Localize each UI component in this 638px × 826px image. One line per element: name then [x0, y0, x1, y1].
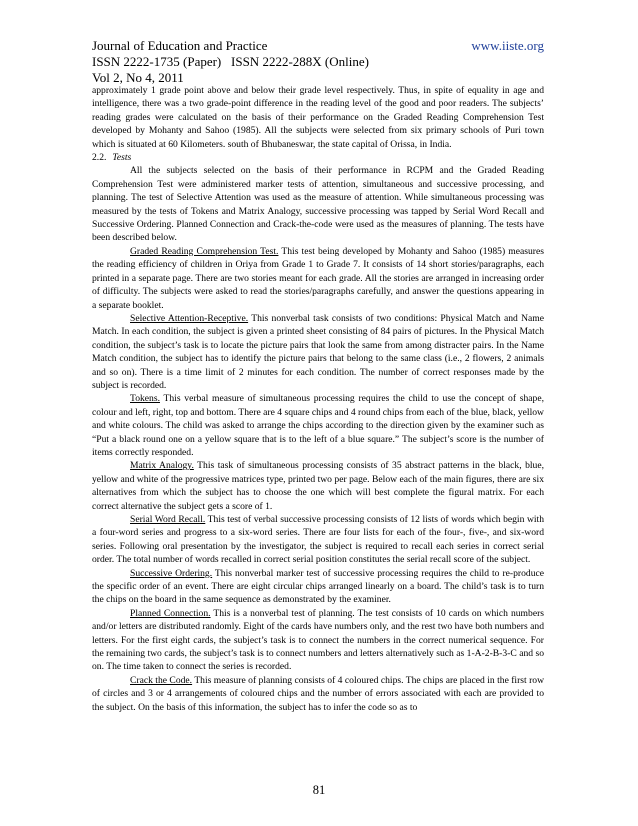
- journal-title: Journal of Education and Practice: [92, 38, 268, 53]
- test-name: Crack the Code.: [130, 674, 193, 686]
- test-name: Selective Attention-Receptive.: [130, 312, 249, 324]
- test-paragraph-selective-attention: [92, 312, 544, 392]
- test-description: This test being developed by Mohanty and Sahoo (1985) measures the reading efficiency of children in Oriya from Grade 1 to Grade 7. It consists of 14 short stories/paragraphs, each printed in a separate page. There are two stories meant for each grade. All the stories are arranged in increasing order of difficulty. The subjects were asked to read the stories/paragraphs carefully, and answer the questions appearing in a separate booklet.: [92, 245, 544, 311]
- test-name: Serial Word Recall.: [130, 514, 206, 525]
- article-body: [92, 84, 544, 714]
- tests-intro-paragraph: All the subjects selected on the basis of their performance in RCPM and the Graded Reading Comprehension Test were administered marker tests of attention, simultaneous and successive processing, and planning. The test of Selective Attention was used as the measure of attention. While simultaneous processing was measured by the tests of Tokens and Matrix Analogy, successive processing was tapped by Serial Word Recall and Successive Ordering. Planned Connection and Crack-the-code were used as the measures of planning. The tests have been described below.: [92, 165, 544, 244]
- test-description: This nonverbal task consists of two conditions: Physical Match and Name Match. In each condition, the subject is given a printed sheet consisting of 84 pairs of pictures. In the Physical Match condition, the subject’s task is to locate the picture pairs that look the same from among distracter pairs. In the Name Match condition, the subject has to identify the picture pairs that belong to the same class (i.e., 2 flowers, 2 animals and so on). There is a time limit of 2 minutes for each condition. The number of correct responses made by the subject is recorded.: [92, 312, 545, 391]
- issn-line: ISSN 2222-1735 (Paper) ISSN 2222-288X (Online): [92, 54, 369, 69]
- section-heading: [92, 151, 544, 164]
- test-paragraph-tokens: [92, 392, 544, 459]
- test-name: Graded Reading Comprehension Test.: [130, 245, 279, 257]
- test-name: Planned Connection.: [130, 607, 211, 619]
- page-number: 81: [312, 783, 326, 797]
- intro-paragraph: approximately 1 grade point above and below their grade level respectively. Thus, in spite of equality in age and intelligence, there was a two grade-point difference in the reading level of the good and poor readers. The subjects’ reading grades were calculated on the basis of their performance on the Graded Reading Comprehension Test developed by Mohanty and Sahoo (1985). All the subjects were selected from six primary schools of Puri town which is situated at 60 Kilometers. south of Bhubaneswar, the state capital of Orissa, in India.: [92, 85, 544, 150]
- test-paragraph-matrix-analogy: [92, 459, 544, 513]
- running-header: [92, 38, 544, 86]
- section-number: 2.2.: [92, 152, 107, 164]
- test-paragraph-planned-connection: [92, 607, 544, 674]
- section-title: Tests: [112, 152, 132, 164]
- test-description: This verbal measure of simultaneous processing requires the child to use the concept of shape, colour and left, right, top and bottom. There are 4 square chips and 4 round chips from each of the blue, black, yellow and white colours. The child was asked to arrange the chips according to the direction given by the examiner such as “Put a black round one on a yellow square that is to the left of a blue square.” The subject’s score is the number of items correctly responded.: [92, 393, 544, 458]
- volume-line: Vol 2, No 4, 2011: [92, 70, 184, 85]
- test-name: Matrix Analogy.: [130, 460, 194, 472]
- test-paragraph-successive-ordering: [92, 567, 544, 607]
- test-description: This measure of planning consists of 4 coloured chips. The chips are placed in the first row of circles and 3 or 4 arrangements of coloured chips and the number of errors associated with each are provided to the subject. On the basis of this information, the subject has to infer the code so as to: [92, 674, 544, 713]
- test-paragraph-crack-the-code: [92, 674, 544, 714]
- test-description: This is a nonverbal test of planning. The test consists of 10 cards on which numbers and/or letters are distributed randomly. Eight of the cards have numbers only, and the rest two have both numbers and letters. For the first eight cards, the subject’s task is to connect the numbers in the correct numerical sequence. For the remaining two cards, the subject’s task is to connect numbers and letters alternatively such as 1-A-2-B-3-C and so on. The time taken to connect the series is recorded.: [92, 607, 545, 673]
- test-name: Tokens.: [130, 393, 160, 405]
- test-description: This nonverbal marker test of successive processing requires the child to re-produce the specific order of an event. There are eight circular chips arranged linearly on a board. The child’s task is to turn the chips on the board in the same sequence as demonstrated by the examiner.: [92, 567, 545, 606]
- journal-url-link[interactable]: www.iiste.org: [471, 38, 544, 53]
- test-description: This test of verbal successive processing consists of 12 lists of words which begin with a four-word series and progress to a six-word series. There are four lists for each of the four-, five-, and six-word series. Following oral presentation by the investigator, the subject is required to recall each series in correct serial order. The total number of words recalled in correct serial position constitutes the serial recall score of the subject.: [92, 514, 544, 566]
- test-paragraph-reading-comprehension: [92, 245, 544, 312]
- test-description: This task of simultaneous processing consists of 35 abstract patterns in the black, blue, yellow and white of the progressive matrices type, printed two per page. Below each of the main figures, there are six alternatives from which the subject has to choose the one which will best complete the figural matrix. For each correct alternative the subject gets a score of 1.: [92, 460, 544, 512]
- test-paragraph-serial-word-recall: [92, 513, 544, 567]
- test-name: Successive Ordering.: [130, 567, 213, 579]
- header-row-1: [92, 38, 544, 54]
